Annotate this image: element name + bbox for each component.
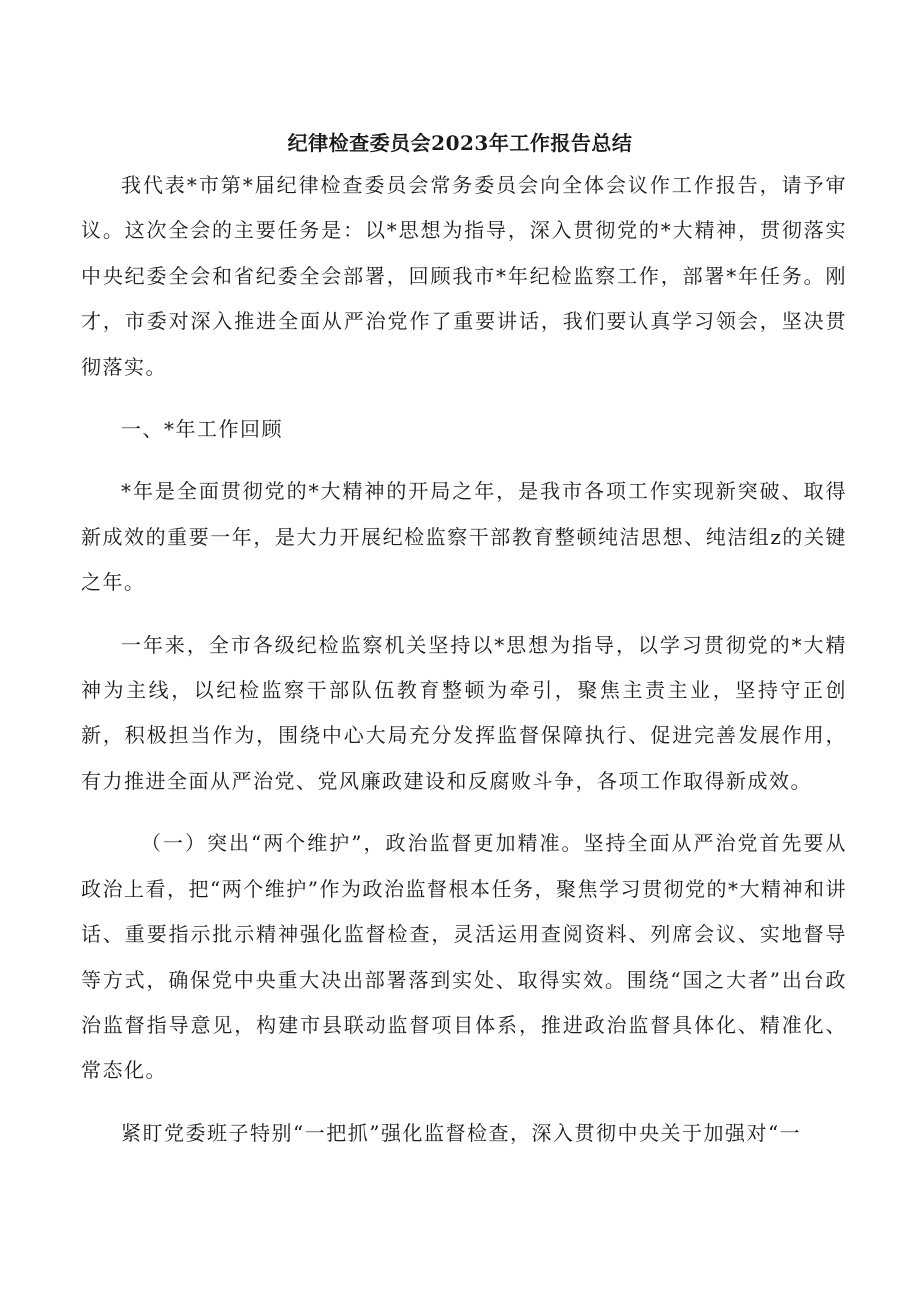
- document-title: 纪律检查委员会2023年工作报告总结: [287, 131, 633, 155]
- intro-paragraph: 我代表*市第*届纪律检查委员会常务委员会向全体会议作工作报告，请予审议。这次全会的主要任务是：以*思想为指导，深入贯彻党的*大精神，贯彻落实中央纪委全会和省纪委全会部署，回顾我市*年纪检监察工作，部署*年任务。刚才，市委对深入推进全面从严治党作了重要讲话，我们要认真学习领会，坚决贯彻落实。: [81, 173, 847, 379]
- body-paragraph: 紧盯党委班子特别“一把抓”强化监督检查，深入贯彻中央关于加强对“一: [121, 1120, 802, 1145]
- subsection-paragraph: （一）突出“两个维护”，政治监督更加精准。坚持全面从严治党首先要从政治上看，把“两个维护”作为政治监督根本任务，聚焦学习贯彻党的*大精神和讲话、重要指示批示精神强化监督检查，灵活运用查阅资料、列席会议、实地督导等方式，确保党中央重大决出部署落到实处、取得实效。围绕“国之大者”出台政治监督指导意见，构建市县联动监督项目体系，推进政治监督具体化、精准化、常态化。: [81, 831, 847, 1083]
- section-heading: 一、*年工作回顾: [121, 417, 283, 442]
- body-paragraph: 一年来，全市各级纪检监察机关坚持以*思想为指导，以学习贯彻党的*大精神为主线，以纪检监察干部队伍教育整顿为牵引，聚焦主责主业，坚持守正创新，积极担当作为，围绕中心大局充分发挥监督保障执行、促进完善发展作用，有力推进全面从严治党、党风廉政建设和反腐败斗争，各项工作取得新成效。: [81, 632, 847, 793]
- document-body: [81, 163, 847, 1173]
- body-paragraph: *年是全面贯彻党的*大精神的开局之年，是我市各项工作实现新突破、取得新成效的重要一年，是大力开展纪检监察干部教育整顿纯洁思想、纯洁组z的关键之年。: [81, 479, 847, 595]
